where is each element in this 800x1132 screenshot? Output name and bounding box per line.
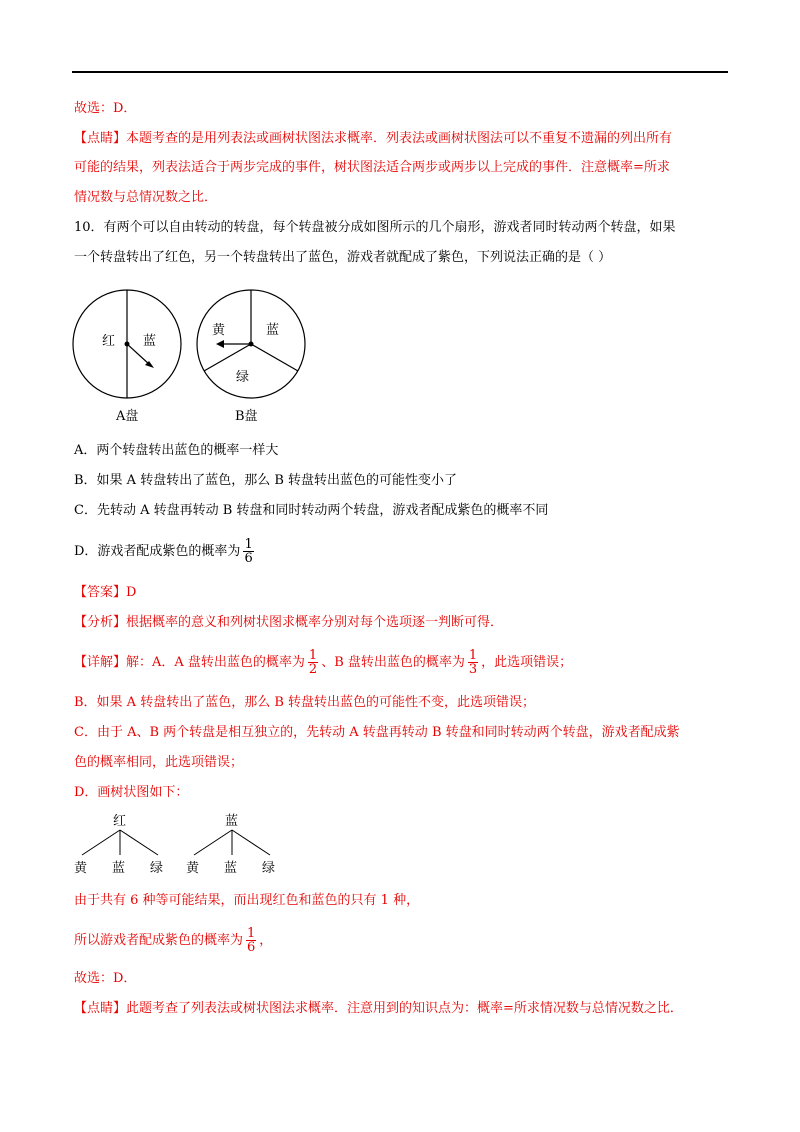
fraction-one-third: $\frac{1}{3}$ — [468, 648, 478, 677]
option-d — [74, 535, 257, 569]
tree-leaf: 黄 — [186, 861, 200, 876]
fraction-one-half: $\frac{1}{2}$ — [308, 648, 318, 677]
answer-line: 【答案】D — [74, 585, 137, 600]
tree-leaf: 黄 — [74, 861, 88, 876]
tree-leaf: 绿 — [150, 861, 164, 876]
fraction-one-sixth: $\frac{1}{6}$ — [247, 926, 256, 955]
tree-leaf: 绿 — [262, 861, 276, 876]
tree-root-blue: 蓝 — [225, 814, 239, 829]
note-line: 【点睛】此题考查了列表法或树状图法求概率．注意用到的知识点为：概率=所求情况数与总情况数之比． — [74, 1001, 683, 1016]
question-line: 一个转盘转出了红色，另一个转盘转出了蓝色，游戏者就配成了紫色，下列说法正确的是（ ） — [74, 250, 612, 265]
text-line: 故选：D． — [74, 101, 137, 116]
spinner-a-blue-label: 蓝 — [143, 334, 157, 349]
detail-line: 【详解】解：A．A 盘转出蓝色的概率为 $\frac{1}{2}$ 、B 盘转出蓝色的概率为 $\frac{1}{3}$ ，此选项错误； — [74, 648, 573, 677]
option-d-text: D．游戏者配成紫色的概率为 — [74, 544, 241, 559]
spinner-a-red-label: 红 — [102, 334, 116, 349]
fraction-one-sixth: $\frac{1}{6}$ — [244, 537, 253, 566]
spinner-b-green-label: 绿 — [236, 370, 250, 385]
solution-b: B．如果 A 转盘转出了蓝色，那么 B 转盘转出蓝色的可能性不变，此选项错误； — [74, 695, 536, 710]
text-line: 【点睛】本题考查的是用列表法或画树状图法求概率．列表法或画树状图法可以不重复不遗漏的列出所有 — [74, 131, 673, 146]
header-rule — [72, 71, 728, 73]
tree-diagram — [70, 808, 290, 878]
text-line: 可能的结果，列表法适合于两步完成的事件，树状图法适合两步或两步以上完成的事件．注意概率=所求 — [74, 160, 670, 175]
result-line-1: 由于共有 6 种等可能结果，而出现红色和蓝色的只有 1 种， — [74, 893, 420, 908]
analysis-line: 【分析】根据概率的意义和列树状图求概率分别对每个选项逐一判断可得． — [74, 615, 504, 630]
solution-d: D．画树状图如下： — [74, 785, 189, 800]
option-b: B．如果 A 转盘转出了蓝色，那么 B 转盘转出蓝色的可能性变小了 — [74, 473, 458, 488]
question-line: 10．有两个可以自由转动的转盘，每个转盘被分成如图所示的几个扇形，游戏者同时转动两个转盘，如果 — [74, 220, 676, 235]
spinner-b-caption: B盘 — [235, 409, 258, 424]
option-a: A．两个转盘转出蓝色的概率一样大 — [74, 443, 279, 458]
final-answer-line: 故选：D． — [74, 971, 137, 986]
tree-leaf: 蓝 — [224, 861, 238, 876]
spinner-b-blue-label: 蓝 — [266, 323, 280, 338]
spinner-b-yellow-label: 黄 — [212, 323, 226, 338]
tree-leaf: 蓝 — [112, 861, 126, 876]
option-c: C．先转动 A 转盘再转动 B 转盘和同时转动两个转盘，游戏者配成紫色的概率不同 — [74, 503, 549, 518]
result-line-2: 所以游戏者配成紫色的概率为 $\frac{1}{6}$ ， — [74, 926, 273, 955]
solution-c1: C．由于 A、B 两个转盘是相互独立的，先转动 A 转盘再转动 B 转盘和同时转动两个转盘，游戏者配成紫 — [74, 725, 680, 740]
spinner-figure — [70, 288, 310, 428]
text-line: 情况数与总情况数之比． — [74, 190, 218, 205]
solution-c2: 色的概率相同，此选项错误； — [74, 755, 244, 770]
spinner-a-caption: A盘 — [116, 409, 139, 424]
tree-root-red: 红 — [113, 814, 127, 829]
